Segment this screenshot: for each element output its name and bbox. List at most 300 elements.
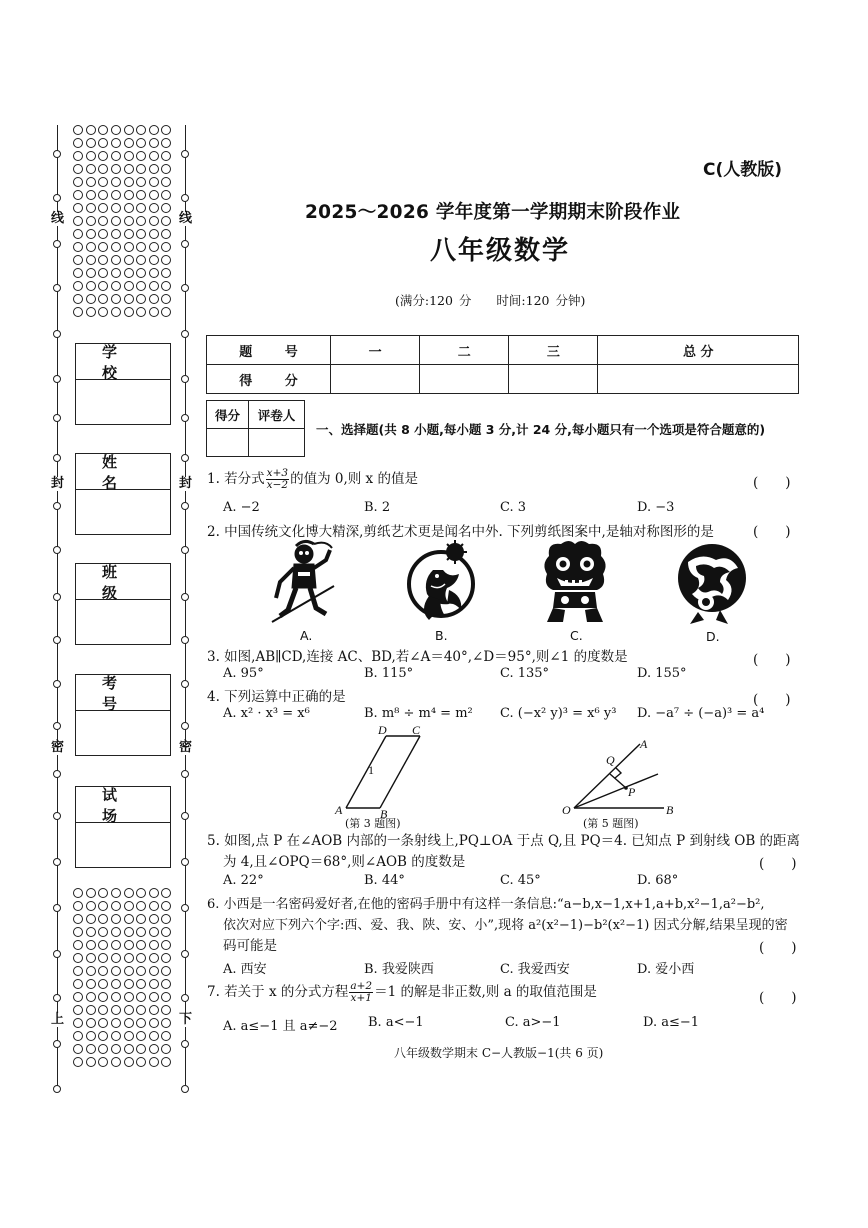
seal-dot [149,901,159,911]
seal-dot [161,151,171,161]
question-5-line-1: 5. 如图,点 P 在∠AOB 内部的一条射线上,PQ⊥OA 于点 Q,且 PQ＝4. 已知点 P 到射线 OB 的距离 [207,833,801,849]
seal-dot [111,255,121,265]
seal-dot [124,901,134,911]
q1-option-b[interactable]: B. 2 [364,500,391,515]
q7-option-a[interactable]: A. a≤−1 且 a≠−2 [223,1019,338,1034]
seal-dot [161,953,171,963]
score-table-value-row [207,365,799,394]
question-1 [207,467,418,491]
seal-dot [124,1044,134,1054]
q4-option-b[interactable]: B. m⁸ ÷ m⁴ = m² [364,706,473,721]
seal-line-mark [181,150,189,158]
seal-dot [86,940,96,950]
page-footer: 八年级数学期末 C−人教版−1(共 6 页) [394,1046,604,1060]
seal-dot [98,268,108,278]
grader-score-cell[interactable] [207,429,249,457]
exam-number-input[interactable] [76,711,170,755]
seal-dot [111,979,121,989]
seal-dot [73,294,83,304]
seal-dot [161,177,171,187]
seal-dot [149,151,159,161]
seal-dot [136,164,146,174]
answer-paren[interactable]: ( ) [753,524,791,540]
seal-dot [86,255,96,265]
seal-dot [98,138,108,148]
seal-dot [136,190,146,200]
seal-dot [111,138,121,148]
seal-dot [98,255,108,265]
fig5-label-o: O [562,803,571,817]
seal-dot [136,125,146,135]
seal-dot [111,242,121,252]
seal-dot [86,164,96,174]
seal-dot [86,125,96,135]
seal-dot [149,1018,159,1028]
q5-option-a[interactable]: A. 22° [223,873,264,888]
seal-dot [98,216,108,226]
score-header-cell: 总 分 [598,336,799,365]
lion-head-papercut[interactable] [539,538,611,624]
q1-numerator: x+3 [266,467,289,479]
seal-line-mark [181,593,189,601]
question-6-line-1: 6. 小西是一名密码爱好者,在他的密码手册中有这样一条信息:“a−b,x−1,x+1,a+b,x²−1,a²−b², [207,897,765,912]
seal-line-mark [53,812,61,820]
seal-dot [73,268,83,278]
q3-option-d[interactable]: D. 155° [637,666,687,681]
seal-dot [149,1005,159,1015]
seal-dot [161,294,171,304]
seal-dot [136,927,146,937]
seal-dot [149,125,159,135]
seal-dot [111,1044,121,1054]
seal-dot [73,1057,83,1067]
exam-title: 2025～2026 学年度第一学期期末阶段作业 [305,202,681,223]
seal-dot [111,216,121,226]
q1-option-c[interactable]: C. 3 [500,500,527,515]
seal-dot [149,1044,159,1054]
score-header-cell: 一 [331,336,420,365]
seal-line-mark [181,194,189,202]
section-heading: 一、选择题(共 8 小题,每小题 3 分,计 24 分,每小题只有一个选项是符合题意的) [316,422,766,437]
q1-fraction [266,468,289,491]
seal-dot [86,992,96,1002]
seal-dot [124,888,134,898]
grader-name-cell[interactable] [249,429,305,457]
class-input[interactable] [76,600,170,644]
seal-dot [111,190,121,200]
exam-number-field[interactable] [75,674,171,756]
seal-dot-pattern-bottom [73,888,174,1067]
seal-dot [86,1005,96,1015]
seal-dot [136,177,146,187]
question-4: 4. 下列运算中正确的是 [207,689,346,705]
exam-room-field[interactable] [75,786,171,868]
q7-numerator: a+2 [350,980,373,992]
q7-pre: 7. 若关于 x 的分式方程 [207,984,349,1000]
q5-option-d[interactable]: D. 68° [637,873,679,888]
seal-line-mark [181,546,189,554]
seal-dot [98,966,108,976]
seal-line-mark [53,950,61,958]
q3-option-a[interactable]: A. 95° [223,666,264,681]
seal-dot [111,940,121,950]
seal-line-mark [181,240,189,248]
seal-dot [136,255,146,265]
seal-line-mark [53,680,61,688]
question-6-line-3: 码可能是 [223,938,277,954]
seal-dot [161,901,171,911]
seal-dot [149,888,159,898]
score-table [206,335,799,394]
seal-line-mark [53,240,61,248]
fig3-label-a: A [335,803,343,817]
score-cell[interactable] [331,365,420,394]
seal-dot [136,1044,146,1054]
seal-dot [149,190,159,200]
seal-line-mark [53,375,61,383]
seal-dot [111,151,121,161]
q4-option-a[interactable]: A. x² · x³ = x⁶ [223,706,310,721]
seal-dot [86,294,96,304]
seal-dot [73,1005,83,1015]
q2-option-c[interactable]: C. [570,628,583,643]
seal-dot [124,177,134,187]
seal-dot [149,138,159,148]
q1-denominator: x−2 [266,479,289,491]
seal-dot [136,138,146,148]
seal-dot [124,255,134,265]
seal-dot [124,216,134,226]
school-input[interactable] [76,380,170,424]
q6-option-c[interactable]: C. 我爱西安 [500,962,570,977]
seal-dot [161,992,171,1002]
seal-dot [73,901,83,911]
fig5-label-b: B [666,803,674,817]
seal-dot [124,190,134,200]
seal-dot [86,966,96,976]
seal-dot [124,914,134,924]
seal-dot [73,164,83,174]
score-table-header-row [207,336,799,365]
q1-option-a[interactable]: A. −2 [223,500,260,515]
figure-3-caption: (第 3 题图) [345,817,401,830]
seal-dot [111,229,121,239]
seal-dot [124,992,134,1002]
seal-line-mark [53,330,61,338]
seal-line-right [185,125,186,1090]
score-header-cell: 题 号 [207,336,331,365]
seal-dot [149,953,159,963]
seal-dot [149,979,159,989]
q7-option-b[interactable]: B. a<−1 [368,1015,424,1030]
seal-dot [136,966,146,976]
seal-dot [161,190,171,200]
figure-5-caption: (第 5 题图) [583,817,639,830]
seal-dot [161,242,171,252]
phoenix-papercut[interactable] [405,540,477,626]
q5-option-c[interactable]: C. 45° [500,873,541,888]
seal-dot [86,216,96,226]
seal-dot [111,281,121,291]
answer-paren[interactable]: ( ) [753,652,791,668]
school-field[interactable] [75,343,171,425]
seal-line-mark [53,858,61,866]
seal-dot [136,992,146,1002]
seal-dot [124,203,134,213]
score-header-cell: 二 [420,336,509,365]
name-label: 姓 名 [76,454,170,490]
score-cell[interactable] [509,365,598,394]
seal-dot [98,203,108,213]
seal-dot [73,953,83,963]
monkey-king-papercut[interactable] [268,538,340,624]
q2-option-d[interactable]: D. [706,629,720,644]
seal-dot [98,294,108,304]
seal-dot [98,229,108,239]
seal-dot [136,281,146,291]
seal-dot [161,979,171,989]
seal-dot [98,242,108,252]
q7-option-d[interactable]: D. a≤−1 [643,1015,700,1030]
q6-option-b[interactable]: B. 我爱陕西 [364,962,434,977]
seal-dot [161,281,171,291]
seal-line-mark [181,950,189,958]
seal-dot [136,953,146,963]
seal-dot [136,940,146,950]
seal-dot [98,1018,108,1028]
seal-line-mark [181,1085,189,1093]
seal-line-mark [53,150,61,158]
seal-dot [98,307,108,317]
seal-dot [111,1005,121,1015]
seal-dot [73,992,83,1002]
score-header-cell: 三 [509,336,598,365]
seal-line-mark [53,636,61,644]
seal-mark-right-3: 密 [179,740,193,755]
seal-mark-right-4: 下 [179,1012,193,1027]
seal-dot [124,268,134,278]
seal-dot [73,927,83,937]
seal-line-mark [53,284,61,292]
seal-dot [149,940,159,950]
fig3-label-1: 1 [368,763,374,777]
seal-dot [73,914,83,924]
seal-dot [73,979,83,989]
q2-option-b[interactable]: B. [435,628,448,643]
seal-dot [149,294,159,304]
seal-dot [111,268,121,278]
seal-dot [111,966,121,976]
seal-dot [149,216,159,226]
seal-dot [111,1018,121,1028]
seal-line-mark [181,330,189,338]
question-3: 3. 如图,AB∥CD,连接 AC、BD,若∠A＝40°,∠D＝95°,则∠1 的度数是 [207,649,628,665]
seal-dot [124,229,134,239]
seal-dot [73,307,83,317]
seal-dot [86,901,96,911]
seal-dot-pattern-top [73,125,174,317]
seal-dot [111,164,121,174]
seal-dot [111,1057,121,1067]
question-6-line-2: 依次对应下列六个字:西、爱、我、陕、安、小”,现将 a²(x²−1)−b²(x²−1) 因式分解,结果呈现的密 [223,918,788,933]
seal-dot [149,307,159,317]
seal-dot [73,1031,83,1041]
seal-dot [98,940,108,950]
subject-title: 八年级数学 [430,236,571,266]
seal-line-mark [181,770,189,778]
seal-dot [161,307,171,317]
q3-option-b[interactable]: B. 115° [364,666,414,681]
seal-line-mark [181,502,189,510]
seal-dot [124,966,134,976]
seal-line-mark [181,284,189,292]
seal-dot [136,979,146,989]
answer-paren[interactable]: ( ) [759,940,797,956]
seal-line-mark [53,414,61,422]
seal-dot [136,1031,146,1041]
answer-paren[interactable]: ( ) [759,856,797,872]
fig3-label-c: C [412,723,421,737]
q1-pre: 1. 若分式 [207,471,265,487]
seal-dot [161,125,171,135]
seal-dot [161,1044,171,1054]
seal-dot [124,1057,134,1067]
seal-dot [111,177,121,187]
seal-dot [73,966,83,976]
q3-option-c[interactable]: C. 135° [500,666,550,681]
seal-dot [136,1057,146,1067]
seal-dot [111,203,121,213]
seal-line-mark [181,636,189,644]
seal-dot [149,281,159,291]
seal-dot [161,966,171,976]
seal-dot [124,953,134,963]
seal-dot [86,1018,96,1028]
q1-post: 的值为 0,则 x 的值是 [290,471,418,487]
seal-mark-left-2: 封 [51,476,65,491]
seal-dot [124,164,134,174]
seal-line-left [57,125,58,1090]
q7-fraction [349,981,373,1004]
q4-option-c[interactable]: C. (−x² y)³ = x⁶ y³ [500,706,617,721]
exam-meta: (满分:120 分 时间:120 分钟) [395,293,586,308]
fig5-label-q: Q [606,753,615,767]
seal-dot [111,307,121,317]
seal-dot [73,940,83,950]
seal-dot [73,151,83,161]
seal-dot [161,1018,171,1028]
q6-option-a[interactable]: A. 西安 [223,962,267,977]
seal-dot [86,888,96,898]
seal-dot [111,992,121,1002]
seal-dot [149,255,159,265]
seal-dot [161,888,171,898]
answer-paren[interactable]: ( ) [759,990,797,1006]
seal-dot [111,125,121,135]
seal-dot [161,164,171,174]
seal-dot [111,953,121,963]
seal-dot [149,229,159,239]
seal-dot [111,914,121,924]
seal-line-mark [53,770,61,778]
seal-dot [124,151,134,161]
seal-dot [124,1005,134,1015]
seal-dot [73,242,83,252]
seal-dot [161,1005,171,1015]
q5-option-b[interactable]: B. 44° [364,873,405,888]
seal-dot [86,953,96,963]
seal-dot [124,979,134,989]
q7-option-c[interactable]: C. a>−1 [505,1015,561,1030]
seal-dot [161,255,171,265]
seal-dot [86,151,96,161]
seal-dot [149,914,159,924]
seal-dot [73,888,83,898]
answer-paren[interactable]: ( ) [753,475,791,491]
seal-line-mark [181,454,189,462]
class-field[interactable] [75,563,171,645]
seal-dot [98,888,108,898]
seal-dot [136,1018,146,1028]
score-cell[interactable] [598,365,799,394]
seal-mark-right-2: 封 [179,476,193,491]
seal-dot [86,1044,96,1054]
seal-dot [124,294,134,304]
q4-option-d[interactable]: D. −a⁷ ÷ (−a)³ = a⁴ [637,706,765,721]
exam-room-input[interactable] [76,823,170,867]
seal-dot [73,177,83,187]
name-field[interactable] [75,453,171,535]
seal-dot [73,125,83,135]
answer-paren[interactable]: ( ) [753,692,791,708]
seal-dot [149,927,159,937]
seal-dot [136,888,146,898]
score-cell[interactable] [420,365,509,394]
seal-mark-left-1: 线 [51,211,65,226]
seal-line-mark [181,1040,189,1048]
dragon-papercut[interactable] [676,540,748,626]
name-input[interactable] [76,490,170,534]
seal-line-mark [181,812,189,820]
q1-option-d[interactable]: D. −3 [637,500,675,515]
seal-dot [98,901,108,911]
seal-line-mark [53,593,61,601]
fig3-label-d: D [378,723,387,737]
q7-post: ＝1 的解是非正数,则 a 的取值范围是 [374,984,597,1000]
seal-dot [98,151,108,161]
seal-dot [149,966,159,976]
seal-dot [161,203,171,213]
grader-name-label: 评卷人 [249,401,305,429]
seal-dot [124,138,134,148]
seal-line-mark [181,375,189,383]
seal-dot [111,901,121,911]
seal-line-mark [181,904,189,912]
exam-room-label: 试 场 [76,787,170,823]
q2-option-a[interactable]: A. [300,628,313,643]
seal-line-mark [181,680,189,688]
figure-3-parallel-lines [330,722,440,822]
seal-dot [124,1031,134,1041]
seal-dot [98,979,108,989]
seal-mark-left-4: 上 [51,1012,65,1027]
seal-line-mark [53,904,61,912]
seal-dot [98,177,108,187]
seal-dot [98,914,108,924]
seal-line-mark [181,858,189,866]
q6-option-d[interactable]: D. 爱小西 [637,962,695,977]
seal-dot [149,242,159,252]
